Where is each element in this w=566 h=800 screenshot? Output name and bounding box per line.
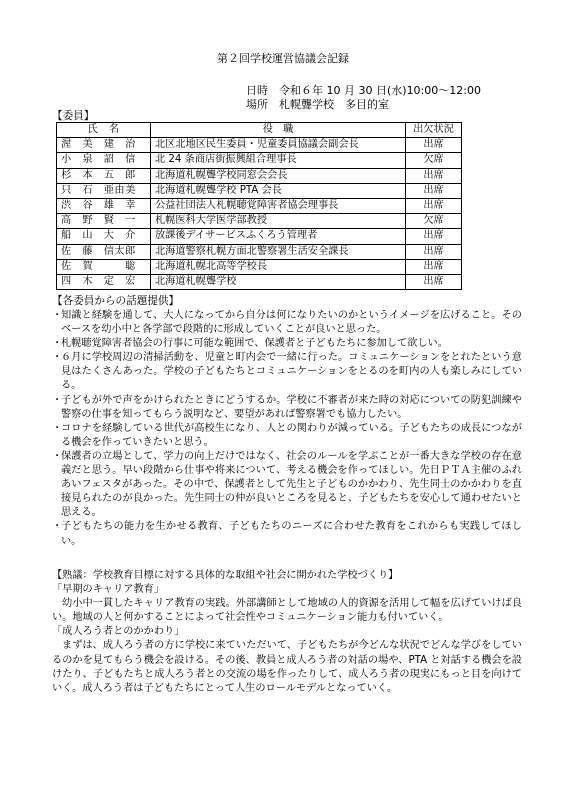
member-name: 只 石 亜由美 [57,183,151,198]
member-name: 船 山 大 介 [57,229,151,244]
bullet-marker: ・ [52,394,63,406]
table-row [57,183,462,198]
discussion-subheading-career: 「早期のキャリア教育」 [52,584,165,596]
member-attendance: 出席 [406,259,462,274]
member-role: 札幌医科大学医学部教授 [151,214,406,229]
table-row [57,274,462,289]
member-role: 北海道札幌聾学校 [151,274,406,289]
member-name: 佐 藤 信太郎 [57,244,151,259]
topic-text: 子どもが外で声をかけられたときにどうするか。学校に不審者が来た時の対応についての防犯訓練や警察の仕事を知ってもらう説明など、要望があれば警察署でも協力したい。 [61,394,522,420]
discussion-section [52,569,522,696]
list-item [52,309,522,337]
table-row [57,244,462,259]
members-table [56,122,462,290]
member-attendance: 出席 [406,138,462,153]
members-table-header [57,123,462,138]
list-item [52,422,522,450]
member-name: 渋 谷 雄 幸 [57,198,151,213]
meeting-date: 日時 令和６年 10 月 30 日(水)10:00〜12:00 [246,84,481,97]
member-attendance: 出席 [406,244,462,259]
members-heading: 【委員】 [52,110,95,122]
member-role: 北 24 条商店街振興組合理事長 [151,153,406,168]
member-role: 公益社団法人札幌聴覚障害者協会理事長 [151,198,406,213]
table-row [57,259,462,274]
member-name: 四 木 定 宏 [57,274,151,289]
member-attendance: 欠席 [406,214,462,229]
table-row [57,229,462,244]
discussion-paragraph-deaf-adults: まずは、成人ろう者の方に学校に来ていただいて、子どもたちが今どんな状況でどんな学びをしているのかを見てもらう機会を設ける。その後、教員と成人ろう者の対話の場や、PTA と対話する機会を設けたり、子どもたちと成人ろう者との交流の場を作ったりして、成人ろう者の現実にもっと目を向けていく。成人ろう者は子どもたちにとって人生のロールモデルとなっていく。 [52,640,522,694]
member-attendance: 出席 [406,229,462,244]
member-name: 小 泉 詔 信 [57,153,151,168]
member-attendance: 出席 [406,168,462,183]
bullet-marker: ・ [52,521,63,533]
member-attendance: 出席 [406,183,462,198]
discussion-subheading-deaf-adults: 「成人ろう者とのかかわり」 [52,626,185,638]
header-name: 氏 名 [57,123,151,138]
list-item [52,394,522,422]
topics-list [52,309,522,549]
table-row [57,153,462,168]
member-attendance: 欠席 [406,153,462,168]
bullet-marker: ・ [52,450,63,462]
topic-text: ６月に学校周辺の清掃活動を、児童と町内会で一緒に行った。コミュニケーションをとれたという意見はたくさんあった。学校の子どもたちとコミュニケーションをとるのを町内の人も楽しみにしている。 [61,352,522,392]
member-attendance: 出席 [406,198,462,213]
list-item [52,450,522,520]
bullet-marker: ・ [52,422,63,434]
topic-text: 知識と経験を通して、大人になってから自分は何になりたいのかというイメージを広げること。そのベースを幼小中と各学部で段階的に形成していくことが良いと思った。 [61,310,522,336]
topic-text: 札幌聴覚障害者協会の行事に可能な範囲で、保護者と子どもたちに参加して欲しい。 [61,338,448,350]
member-role: 北区北地区民生委員・児童委員協議会副会長 [151,138,406,153]
meeting-place: 場所 札幌聾学校 多目的室 [246,98,389,111]
header-role: 役 職 [151,123,406,138]
member-role: 北海道札幌聾学校 PTA 会長 [151,183,406,198]
table-row [57,198,462,213]
table-row [57,214,462,229]
bullet-marker: ・ [52,352,63,364]
member-name: 高 野 賢 一 [57,214,151,229]
member-attendance: 出席 [406,274,462,289]
topic-text: 保護者の立場として、学力の向上だけではなく、社会のルールを学ぶことが一番大きな学校の存在意義だと思う。早い段階から仕事や将来について、考える機会を作ってほしい。先日ＰＴＡ主催のふれあいフェスタがあった。その中で、保護者として先生と子どものかかわり、先生同士のかかわりを直接見られたのが良かった。先生同士の仲が良いところを見ると、子どもたちを安心して通わせたいと思える。 [61,450,522,519]
member-name: 佐 賀 聡 [57,259,151,274]
member-role: 北海道札幌聾学校同窓会会長 [151,168,406,183]
member-role: 北海道札幌北高等学校長 [151,259,406,274]
topic-text: 子どもたちの能力を生かせる教育、子どもたちのニーズに合わせた教育をこれからも実践してほしい。 [61,521,522,547]
bullet-marker: ・ [52,338,63,350]
list-item [52,520,522,548]
document-title: 第２回学校運営協議会記録 [217,52,349,65]
member-role: 放課後デイサービスふくろう管理者 [151,229,406,244]
member-name: 渥 美 建 治 [57,138,151,153]
topics-heading: 【各委員からの話題提供】 [52,295,180,307]
discussion-heading: 【熟議：学校教育目標に対する具体的な取組や社会に開かれた学校づくり】 [52,570,399,581]
table-row [57,168,462,183]
discussion-paragraph-career: 幼小中一貫したキャリア教育の実践。外部講師として地域の人的資源を活用して幅を広げていけば良い。地域の人と何かすることによって社会性やコミュニケーション能力も付いていく。 [52,598,522,624]
member-name: 杉 本 五 郎 [57,168,151,183]
topic-text: コロナを経験している世代が高校生になり、人との関わりが減っている。子どもたちの成長につながる機会を作っていきたいと思う。 [61,422,522,448]
bullet-marker: ・ [52,310,63,321]
header-attendance: 出欠状況 [406,123,462,138]
table-row [57,138,462,153]
list-item [52,351,522,393]
list-item [52,337,522,351]
member-role: 北海道警察札幌方面北警察署生活安全課長 [151,244,406,259]
